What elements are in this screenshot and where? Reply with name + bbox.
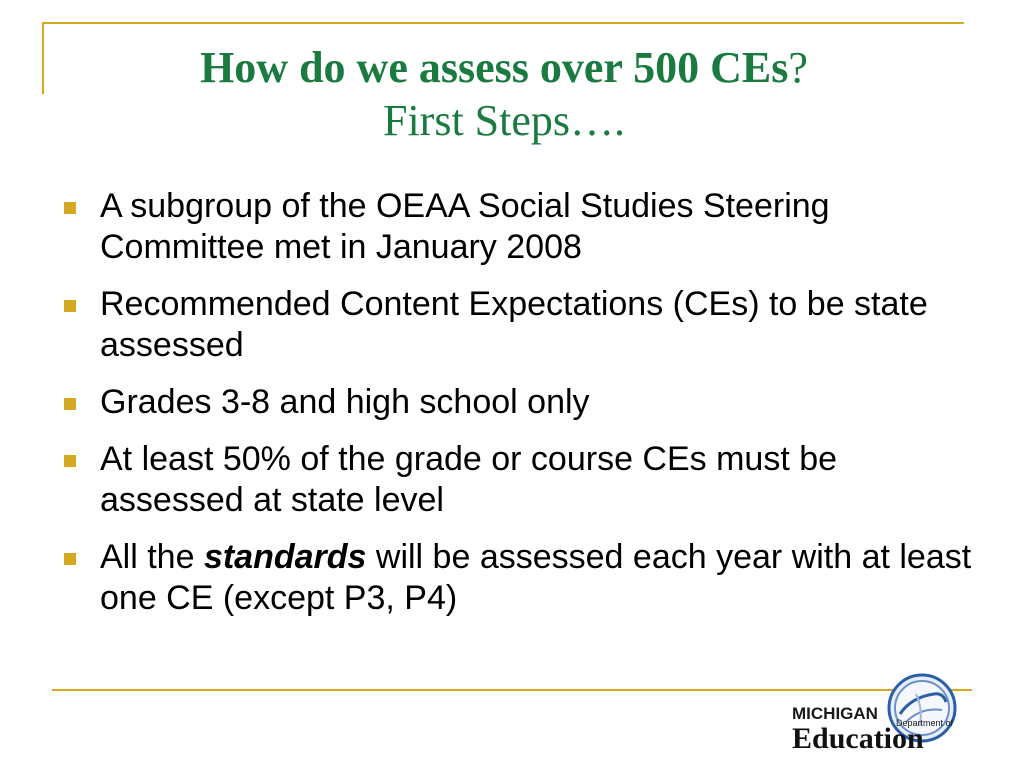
bullet-list: [62, 186, 972, 635]
bullet-text: A subgroup of the OEAA Social Studies Steering Committee met in January 2008: [100, 187, 830, 266]
title-line-2: First Steps….: [382, 96, 626, 145]
bullet-text: Recommended Content Expectations (CEs) to be state assessed: [100, 285, 928, 364]
square-bullet-icon: [64, 300, 76, 312]
bullet-item: [62, 382, 972, 423]
bullet-text-after: will be assessed each year with at least one CE (except P3, P4): [100, 538, 972, 617]
bullet-item: [62, 537, 972, 619]
title-main-text: How do we assess over 500 CEs: [200, 43, 789, 92]
title-line-1: [44, 40, 964, 96]
bullet-item: [62, 439, 972, 521]
square-bullet-icon: [64, 553, 76, 565]
logo-michigan-text: MICHIGAN: [792, 704, 878, 723]
logo-department-text: Department of: [896, 718, 954, 728]
slide-title: [44, 40, 964, 146]
title-question-mark: ?: [788, 43, 808, 92]
top-rule: [42, 22, 964, 24]
bullet-item: [62, 186, 972, 268]
bullet-text: Grades 3-8 and high school only: [100, 383, 590, 421]
bullet-text: At least 50% of the grade or course CEs must be assessed at state level: [100, 440, 838, 519]
michigan-dept-education-logo: [790, 672, 962, 758]
bullet-item: [62, 284, 972, 366]
square-bullet-icon: [64, 202, 76, 214]
bullet-emphasis-standards: standards: [203, 538, 367, 576]
bullet-text-before: All the: [100, 538, 204, 576]
square-bullet-icon: [64, 455, 76, 467]
logo-education-text: Education: [792, 722, 924, 755]
square-bullet-icon: [64, 398, 76, 410]
